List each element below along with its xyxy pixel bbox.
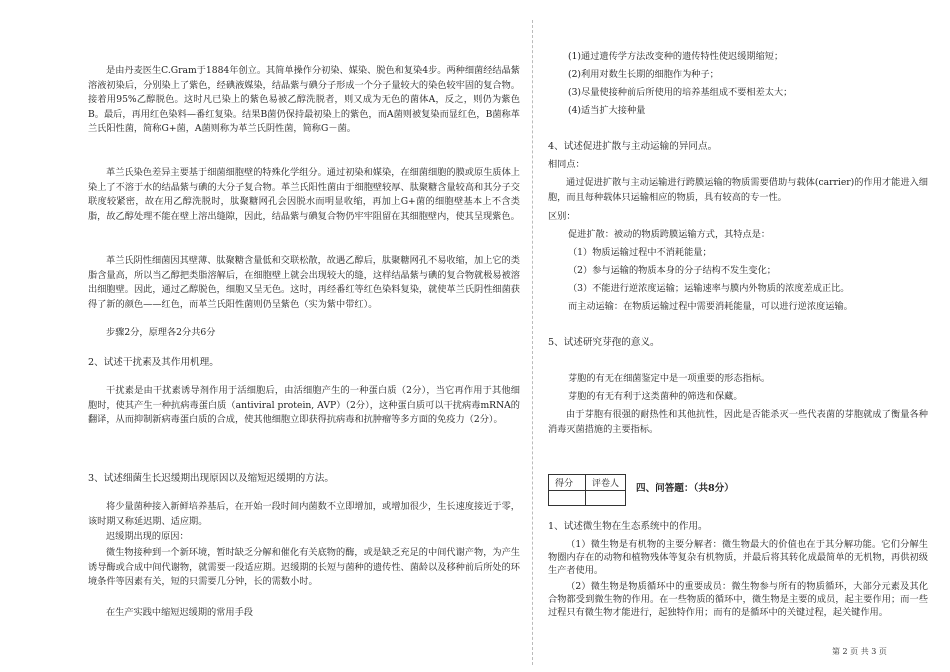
spore-significance-3: 由于芽胞有很强的耐热性和其他抗性，因此是否能杀灭一些代表菌的芽胞就成了衡量各种消毒灭菌措施的主要指标。	[548, 409, 928, 435]
feature-2: （2）参与运输的物质本身的分子结构不发生变化；	[568, 265, 776, 276]
section-title: 四、问答题：（共8分）	[636, 483, 734, 494]
feature-1: （1）物质运输过程中不消耗能量；	[568, 247, 712, 258]
spore-significance-1: 芽胞的有无在细菌鉴定中是一项重要的形态指标。	[568, 373, 771, 384]
shorten-lag-intro: 在生产实践中缩短迟缓期的常用手段	[106, 607, 253, 618]
question-3: 3、试述细菌生长迟缓期出现原因以及缩短迟缓期的方法。	[88, 473, 334, 484]
gram-stain-paragraph-2: 革兰氏染色差异主要基于细菌细胞壁的特殊化学组分。通过初染和媒染，在细菌细胞的膜或原生质体上染上了不溶于水的结晶紫与碘的大分子复合物。革兰氏阳性菌由于细胞壁较厚、肽聚糖含量较高和其分子交联度较紧密，故在用乙醇洗脱时，肽聚糖网孔会因脱水而明显收缩，再加上G+菌的细胞壁基本上不含类脂，故乙醇处理不能在壁上溶出缝隙，因此，结晶紫与碘复合物仍牢牢阻留在其细胞壁内，使其呈现紫色。	[88, 167, 520, 222]
score-cell	[549, 491, 586, 506]
method-1: (1)通过遗传学方法改变种的遗传特性使迟缓期缩短；	[568, 51, 784, 62]
question-2: 2、试述干扰素及其作用机理。	[88, 357, 219, 368]
active-transport-text: 而主动运输：在物质运输过程中需要消耗能量，可以进行逆浓度运输。	[568, 301, 853, 312]
method-3: (3)尽量使接种前后所使用的培养基组成不要相差太大；	[568, 87, 793, 98]
ecosystem-answer-1: （1）微生物是有机物的主要分解者：微生物最大的价值也在于其分解功能。它们分解生物圈内存在的动物和植物残体等复杂有机物质，并最后将其转化成最简单的无机物，再供初级生产者使用。	[548, 539, 928, 576]
question-5: 5、试述研究芽孢的意义。	[548, 337, 660, 348]
method-4: (4)适当扩大接种量	[568, 105, 646, 116]
similarities-label: 相同点：	[548, 159, 585, 170]
spore-significance-2: 芽胞的有无有利于这类菌种的筛选和保藏。	[568, 391, 743, 402]
ecosystem-answer-2: （2）微生物是物质循环中的重要成员：微生物参与所有的物质循环，大部分元素及其化合物都受到微生物的作用。在一些物质的循环中，微生物是主要的成员，起主要作用；而一些过程只有微生物才能进行，起独特作用；而有的是循环中的关键过程，起关键作用。	[548, 581, 928, 618]
score-table	[548, 474, 626, 506]
feature-3: （3）不能进行逆浓度运输；运输速率与膜内外物质的浓度差成正比。	[568, 283, 850, 294]
column-divider	[532, 20, 533, 665]
interferon-answer: 干扰素是由干扰素诱导剂作用于活细胞后，由活细胞产生的一种蛋白质（2分），当它再作用于其他细胞时，使其产生一种抗病毒蛋白质（antiviral protein, AVP）（2分），这种蛋白质可以干扰病毒mRNA的翻译，从而抑制新病毒蛋白质的合成，使其他细胞立即获得抗病毒和抗肿瘤等多方面的免疫力（2分）。	[88, 385, 520, 425]
page-footer: 第 2 页 共 3 页	[832, 647, 887, 656]
grader-cell	[586, 491, 626, 506]
differences-label: 区别：	[548, 211, 576, 222]
facilitated-diffusion-text: 促进扩散：被动的物质跨膜运输方式，其特点是：	[568, 229, 771, 240]
method-2: (2)利用对数生长期的细胞作为种子；	[568, 69, 719, 80]
gram-stain-paragraph-3: 革兰氏阴性细菌因其壁薄、肽聚糖含量低和交联松散，故遇乙醇后，肽聚糖网孔不易收缩，加上它的类脂含量高，所以当乙醇把类脂溶解后，在细胞壁上就会出现较大的缝，这样结晶紫与碘的复合物就极易被溶出细胞壁。因此，通过乙醇脱色，细胞又呈无色。这时，再经番红等红色染料复染，就使革兰氏阴性细菌获得了新的颜色——红色，而革兰氏阳性菌则仍呈紫色（实为紫中带红）。	[88, 255, 520, 310]
similarities-text: 通过促进扩散与主动运输进行跨膜运输的物质需要借助与载体(carrier)的作用才能进入细胞，而且每种载体只运输相应的物质，具有较高的专一性。	[548, 177, 928, 203]
gram-stain-paragraph-1: 是由丹麦医生C.Gram于1884年创立。其简单操作分初染、媒染、脱色和复染4步。两种细菌经结晶紫溶液初染后，分别染上了紫色，经碘液媒染，结晶紫与碘分子形成一个分子量较大的染色较牢固的复合物。接着用95%乙醇脱色。这时凡已染上的紫色易被乙醇洗脱者，则又成为无色的菌体A，反之，则仍为紫色B。最后，再用红色染料—番红复染。结果B菌仍保持最初染上的紫色，而A菌则被复染而显红色，B菌称革兰氏阳性菌，简称G+菌，A菌则称为革兰氏阴性菌，简称G－菌。	[88, 65, 520, 134]
score-label: 得分	[549, 475, 586, 491]
scoring-note: 步骤2分，原理各2分共6分	[106, 327, 216, 338]
lag-phase-definition: 将少量菌种接入新鲜培养基后，在开始一段时间内菌数不立即增加，或增加很少，生长速度接近于零，该时期又称延迟期、适应期。	[88, 501, 520, 527]
lag-phase-cause: 微生物接种到一个新环境，暂时缺乏分解和催化有关底物的酶，或是缺乏充足的中间代谢产物，为产生诱导酶或合成中间代谢物，就需要一段适应期。迟缓期的长短与菌种的遗传性、菌龄以及移种前后所处的环境条件等因素有关，短的只需要几分钟，长的需数小时。	[88, 547, 520, 587]
grader-label: 评卷人	[586, 475, 626, 491]
question-4: 4、试述促进扩散与主动运输的异同点。	[548, 141, 718, 152]
lag-phase-cause-title: 迟缓期出现的原因：	[106, 531, 189, 542]
section-4-question-1: 1、试述微生物在生态系统中的作用。	[548, 521, 708, 532]
